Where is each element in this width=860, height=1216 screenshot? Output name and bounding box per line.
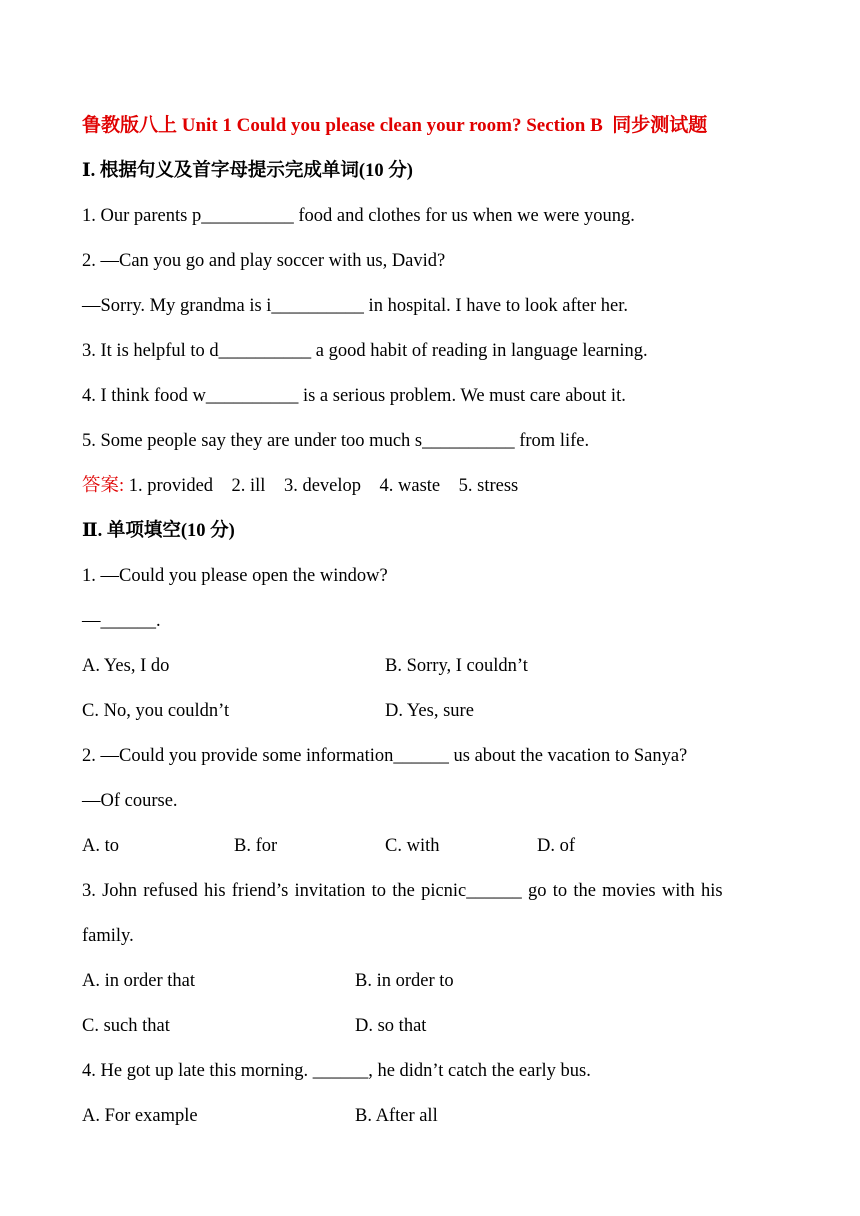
s2-q3-option-a: A. in order that (82, 971, 196, 991)
s2-question-2-stem: 2. —Could you provide some information______ us about the vacation to Sanya? (82, 746, 688, 766)
s2-q1-option-c: C. No, you couldn’t (82, 701, 230, 721)
s2-q3-option-c: C. such that (82, 1016, 170, 1036)
s2-question-2-reply: —Of course. (82, 791, 178, 811)
s2-q1-option-a: A. Yes, I do (82, 656, 170, 676)
s2-q3-option-b: B. in order to (355, 971, 454, 991)
answer-text: 1. provided 2. ill 3. develop 4. waste 5. stress (124, 476, 519, 496)
s1-question-2-reply: —Sorry. My grandma is i__________ in hospital. I have to look after her. (82, 296, 629, 316)
s2-q2-option-b: B. for (234, 836, 278, 856)
s2-q4-option-b: B. After all (355, 1106, 438, 1126)
s2-question-1-stem: 1. —Could you please open the window? (82, 566, 388, 586)
answer-line (82, 474, 518, 498)
s1-question-3: 3. It is helpful to d__________ a good habit of reading in language learning. (82, 341, 648, 361)
document-title: 鲁教版八上 Unit 1 Could you please clean your room? Section B 同步测试题 (82, 115, 708, 136)
s1-question-2: 2. —Can you go and play soccer with us, David? (82, 251, 446, 271)
s2-q1-option-d: D. Yes, sure (385, 701, 474, 721)
answer-label: 答案: (82, 476, 125, 496)
s1-question-1: 1. Our parents p__________ food and clothes for us when we were young. (82, 206, 635, 226)
section-2-heading: Ⅱ. 单项填空(10 分) (82, 521, 235, 541)
s2-q3-option-d: D. so that (355, 1016, 427, 1036)
s2-question-3-stem-line2: family. (82, 926, 134, 946)
s2-q2-option-d: D. of (537, 836, 576, 856)
s2-q2-option-a: A. to (82, 836, 119, 856)
s2-question-3-stem-line1: 3. John refused his friend’s invitation to the picnic______ go to the movies with his (82, 881, 723, 901)
s2-q4-option-a: A. For example (82, 1106, 198, 1126)
s2-q2-option-c: C. with (385, 836, 440, 856)
s1-question-5: 5. Some people say they are under too much s__________ from life. (82, 431, 590, 451)
s1-question-4: 4. I think food w__________ is a serious problem. We must care about it. (82, 386, 626, 406)
s2-question-1-reply: —______. (82, 611, 161, 631)
s2-q1-option-b: B. Sorry, I couldn’t (385, 656, 528, 676)
s2-question-4-stem: 4. He got up late this morning. ______, he didn’t catch the early bus. (82, 1061, 591, 1081)
section-1-heading: Ⅰ. 根据句义及首字母提示完成单词(10 分) (82, 161, 413, 181)
